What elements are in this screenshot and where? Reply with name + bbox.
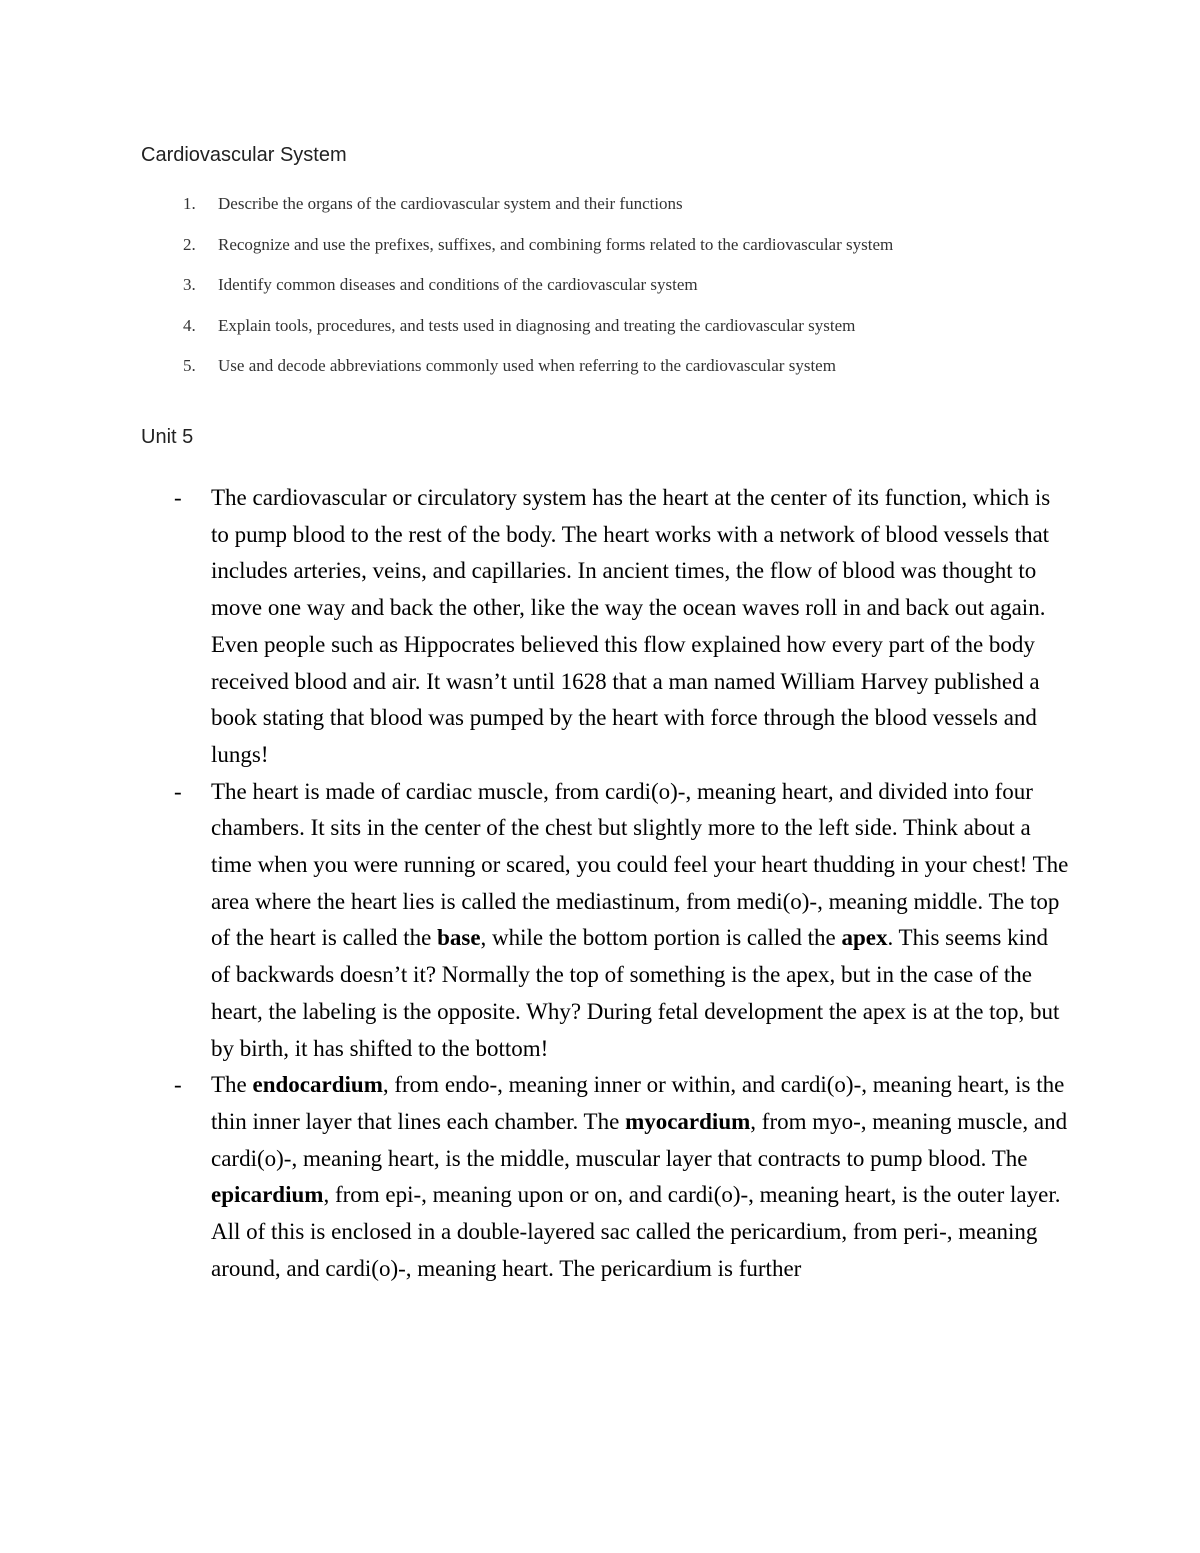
- content-bullet-item: [141, 480, 1071, 774]
- bold-term: myocardium: [625, 1108, 751, 1134]
- objective-item: [141, 273, 1041, 314]
- objective-text: Identify common diseases and conditions of the cardiovascular system: [218, 275, 698, 294]
- text-run: The cardiovascular or circulatory system has the heart at the center of its function, which is to pump blood to the rest of the body. The heart works with a network of blood vessels that includes arteries, veins, and capillaries. In ancient times, the flow of blood was thought to move one way and back the other, like the way the ocean waves roll in and back out again. Even people such as Hippocrates believed this flow explained how every part of the body received blood and air. It wasn’t until 1628 that a man named William Harvey published a book stating that blood was pumped by the heart with force through the blood vessels and lungs!: [211, 485, 1051, 767]
- bullet-dash: -: [174, 1072, 182, 1098]
- text-run: . This seems kind of backwards doesn’t it? Normally the top of something is the apex, but in the case of the heart, the labeling is the opposite. Why? During fetal development the apex is at the top, but by birth, it has shifted to the bottom!: [211, 925, 1060, 1061]
- content-bullet-item: [141, 1067, 1071, 1287]
- objective-text: Use and decode abbreviations commonly used when referring to the cardiovascular system: [218, 356, 836, 375]
- objective-number: 1.: [183, 194, 196, 213]
- bold-term: base: [437, 925, 481, 951]
- objective-number: 4.: [183, 315, 196, 335]
- bold-term: apex: [841, 925, 888, 951]
- paragraph-text: [211, 774, 1071, 1068]
- bullet-dash: -: [174, 778, 182, 804]
- document-title: Cardiovascular System: [141, 144, 347, 166]
- objective-text: Describe the organs of the cardiovascular system and their functions: [218, 194, 683, 213]
- text-run: The: [211, 1072, 253, 1098]
- content-bullet-item: [141, 774, 1071, 1068]
- text-run: , from epi-, meaning upon or on, and cardi(o)-, meaning heart, is the outer layer. All of this is enclosed in a double-layered sac called the pericardium, from peri-, meaning around, and cardi(o)-, meaning heart. The pericardium is further: [211, 1182, 1061, 1281]
- text-run: , while the bottom portion is called the: [480, 925, 842, 951]
- bullet-dash: -: [174, 485, 182, 510]
- objective-number: 2.: [183, 234, 196, 254]
- objective-text: Explain tools, procedures, and tests used in diagnosing and treating the cardiovascular system: [218, 315, 856, 335]
- bold-term: epicardium: [211, 1182, 324, 1208]
- text-run: , from endo-, meaning inner or within, and cardi(o)-, meaning heart, is the thin inner layer that lines each chamber. The: [211, 1072, 1065, 1134]
- unit-heading: Unit 5: [141, 426, 194, 448]
- objective-item: [141, 354, 1041, 395]
- learning-objectives-list: [141, 192, 1041, 395]
- objective-item: [141, 192, 1041, 233]
- objective-item: [141, 233, 1041, 274]
- paragraph-text: [211, 1067, 1071, 1287]
- bold-term: endocardium: [252, 1072, 383, 1098]
- objective-number: 3.: [183, 275, 196, 294]
- objective-item: [141, 314, 1041, 355]
- objective-number: 5.: [183, 356, 196, 375]
- objective-text: Recognize and use the prefixes, suffixes, and combining forms related to the cardiovascular system: [218, 234, 894, 254]
- text-run: The heart is made of cardiac muscle, from cardi(o)-, meaning heart, and divided into four chambers. It sits in the center of the chest but slightly more to the left side. Think about a time when you were running or scared, you could feel your heart thudding in your chest! The area where the heart lies is called the mediastinum, from medi(o)-, meaning middle. The top of the heart is called the: [211, 778, 1069, 951]
- content-bullet-list: [141, 480, 1071, 1287]
- text-run: , from myo-, meaning muscle, and cardi(o)-, meaning heart, is the middle, muscular layer that contracts to pump blood. The: [211, 1108, 1068, 1171]
- paragraph-text: [211, 480, 1071, 774]
